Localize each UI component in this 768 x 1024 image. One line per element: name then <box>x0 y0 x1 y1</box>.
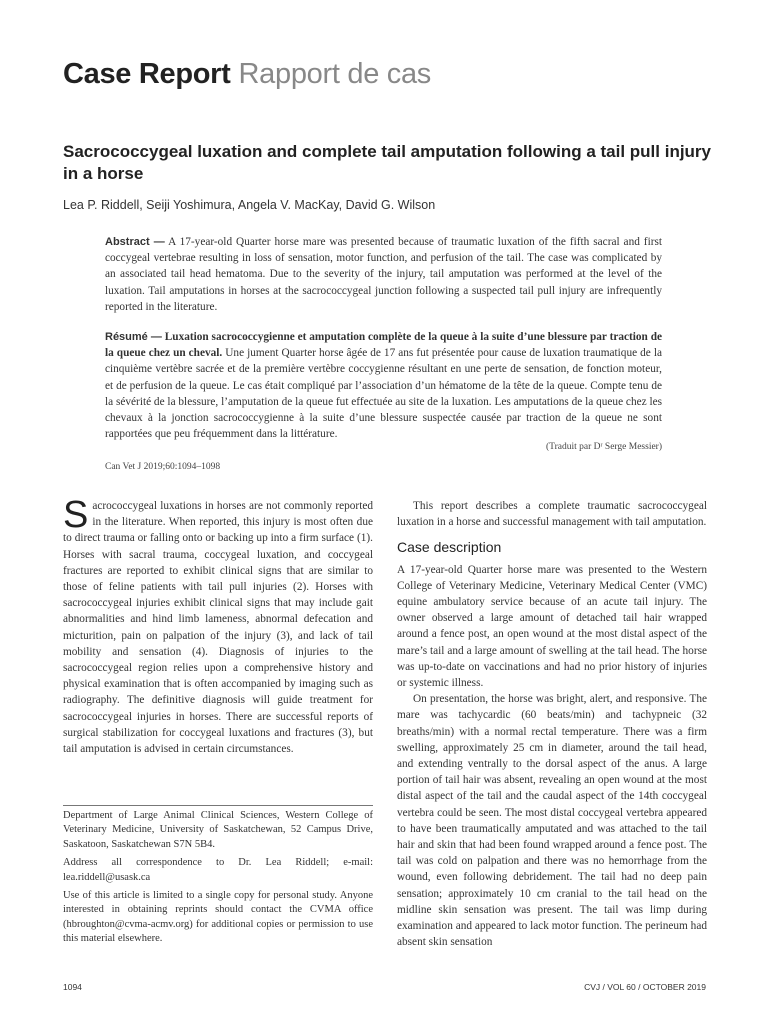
intro-paragraph <box>63 494 373 757</box>
article-title: Sacrococcygeal luxation and complete tail amputation following a tail pull injury in a horse <box>63 142 712 183</box>
right-intro-paragraph: This report describes a complete traumatic sacrococcygeal luxation in a horse and successful management with tail amputation. <box>397 500 707 529</box>
case-paragraph-2: On presentation, the horse was bright, alert, and responsive. The mare was tachycardic (60 beats/min) and tachypneic (32 breaths/min) with a normal rectal temperature. There was a firm swelling, approximately 25 cm in diameter, around the tail head, and extending ventrally to the dorsal aspect of the anus. A large portion of tail hair was absent, revealing an open wound at the most distal aspect of the tail and the caudal aspect of the 14th coccygeal vertebra could be seen. The most distal coccygeal vertebra appeared to have been traumatically amputated and was attached to the tail hair and skin that had been found wrapped around a fence post. The tail was cold on palpation and there was no hemorrhage from the wound, even following debridement. The tail had no deep pain sensation; approximately 10 cm cranial to the tail head on the midline skin sensation was present. The tail was limp during examination and appeared to lack motor function. The perineum had absent skin sensation <box>397 693 707 949</box>
footnote-affiliation: Department of Large Animal Clinical Sciences, Western College of Veterinary Medicine, University of Saskatchewan, 52 Campus Drive, Saskatoon, Saskatchewan S7N 5B4. <box>63 810 373 850</box>
resume-title: Luxation sacrococcygienne et amputation complète de la queue à la suite d’une blessure par traction de la queue chez un cheval. <box>105 331 662 360</box>
footnote-correspondence: Address all correspondence to Dr. Lea Riddell; e-mail: lea.riddell@usask.ca <box>63 857 373 883</box>
abstract <box>105 234 662 315</box>
section-header <box>63 58 431 91</box>
intro-text: acrococcygeal luxations in horses are not commonly reported in the literature. When reported, this injury is most often due to direct trauma or falling onto or backing up into a firm surface (1). Horses with sacral trauma, coccygeal luxation, and coccygeal fractures are reported to exhibit clinical signs that are similar to those of feline patients with tail pull injuries (2). Horses with sacrococcygeal injuries exhibit clinical signs that may include gait abnormalities and hind limb lameness, abnormal defecation and micturition, pain on palpation of the injury (3), and lack of tail mobility and sensation (4). Diagnosis of injuries to the sacrococcygeal region relies upon a comprehensive history and physical examination that is often accompanied by imaging such as radiography. The definitive diagnosis will guide treatment for sacrococcygeal injuries in horses. There are successful reports of surgical stabilization for coccygeal luxations and fractures (3), but tail amputation is advised in certain circumstances. <box>63 500 373 756</box>
case-paragraph-1: A 17-year-old Quarter horse mare was presented to the Western College of Veterinary Medicine, Veterinary Medical Center (VMC) equine ambulatory service because of an acute tail injury. The owner observed a large amount of detached tail hair wrapped around a fence post, an open wound at the most distal aspect of the mare’s tail and a large amount of swelling at the tail head. The horse was up-to-date on vaccinations and had no prior history of injuries or systemic illness. <box>397 563 707 690</box>
body-column-right <box>397 498 707 950</box>
citation: Can Vet J 2019;60:1094–1098 <box>105 462 221 472</box>
running-head: CVJ / VOL 60 / OCTOBER 2019 <box>584 982 706 992</box>
footnotes <box>63 809 373 951</box>
abstract-text: A 17-year-old Quarter horse mare was presented because of traumatic luxation of the fifth sacral and first coccygeal vertebrae resulting in loss of sensation, motor function, and perfusion of the tail. The case was complicated by an associated tail head hematoma. Due to the severity of the injury, tail amputation was performed at the level of the luxation. Tail amputations in horses at the sacrococcygeal junction following a suspected tail pull injury are infrequently reported in the literature. <box>105 236 663 313</box>
translator-credit: (Traduit par Dʳ Serge Messier) <box>545 442 662 452</box>
section-heading-case-description: Case description <box>397 539 502 556</box>
article-authors: Lea P. Riddell, Seiji Yoshimura, Angela V. MacKay, David G. Wilson <box>63 198 436 212</box>
resume-label: Résumé — <box>105 331 162 343</box>
page-number: 1094 <box>63 982 82 992</box>
drop-cap: S <box>63 494 89 536</box>
body-column-left <box>63 494 373 757</box>
abstract-label: Abstract — <box>105 236 165 248</box>
section-title-french: Rapport de cas <box>238 58 432 90</box>
resume-text: Une jument Quarter horse âgée de 17 ans fut présentée pour cause de luxation traumatique de la cinquième vertèbre sacrée et de la première vertèbre coccygienne résultant en une perte de sensation, de fonction moteur, et de perfusion de la queue. Le cas était compliqué par l’association d’un hématome de la tête de la queue. Compte tenu de la sévérité de la blessure, l’amputation de la queue fut effectuée au site de la luxation. Les amputations de la queue chez les chevaux à la jonction sacrococcygienne à la suite d’une blessure suspectée causée par traction de la queue ne sont rapportées que peu fréquemment dans la littérature. <box>105 347 662 441</box>
footnote-divider <box>63 805 373 806</box>
footnote-usage: Use of this article is limited to a single copy for personal study. Anyone interested in obtaining reprints should contact the CVMA office (hbroughton@cvma-acmv.org) for additional copies or permission to use this material elsewhere. <box>63 890 373 945</box>
resume <box>105 329 662 442</box>
section-title-english: Case Report <box>63 58 231 90</box>
